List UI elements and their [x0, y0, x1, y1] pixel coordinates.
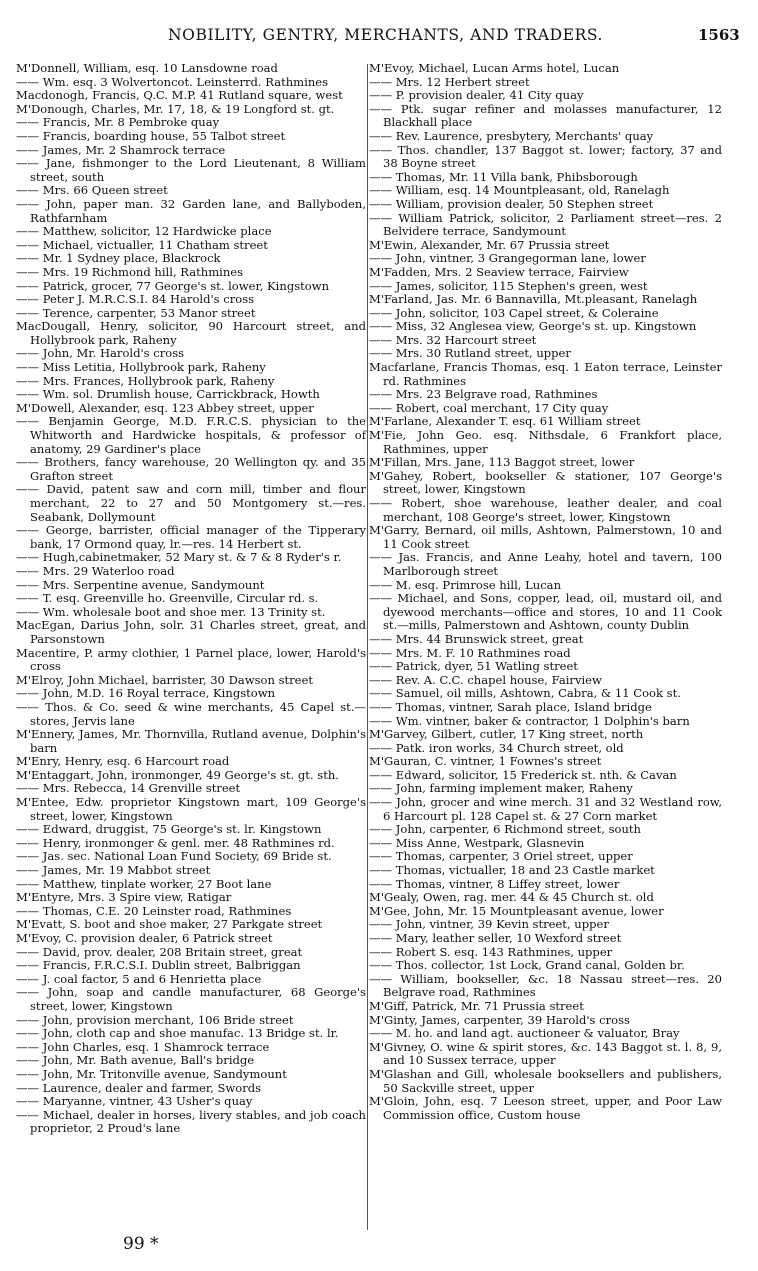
directory-entry: —— William, provision dealer, 50 Stephen street: [369, 196, 654, 211]
running-header: [0, 26, 758, 48]
directory-entry: M'Enry, Henry, esq. 6 Harcourt road: [16, 754, 230, 769]
directory-entry: —— Mrs. 44 Brunswick street, great: [369, 631, 584, 646]
directory-entry: —— Jas. Francis, and Anne Leahy, hotel and tavern, 100 Marlborough street: [369, 550, 722, 578]
directory-entry: —— Miss, 32 Anglesea view, George's st. up. Kingstown: [369, 319, 697, 334]
directory-entry: —— William, bookseller, &c. 18 Nassau street—res. 20 Belgrave road, Rathmines: [369, 971, 722, 1000]
directory-entry: Macentire, P. army clothier, 1 Parnel place, lower, Harold's cross: [16, 645, 366, 674]
directory-entry: —— Jane, fishmonger to the Lord Lieutenant, 8 William street, south: [16, 156, 366, 184]
directory-entry: —— John, grocer and wine merch. 31 and 32 Westland row, 6 Harcourt pl. 128 Capel st. & 27 Corn market: [369, 795, 722, 823]
directory-entry: —— Michael, victualler, 11 Chatham street: [16, 237, 268, 252]
directory-entry: —— Thomas, vintner, 8 Liffey street, lower: [369, 876, 620, 891]
directory-entry: —— Maryanne, vintner, 43 Usher's quay: [16, 1094, 253, 1109]
directory-entry: —— Hugh,cabinetmaker, 52 Mary st. & 7 & 8 Ryder's r.: [16, 550, 342, 565]
directory-entry: —— Wm. wholesale boot and shoe mer. 13 Trinity st.: [16, 604, 326, 619]
directory-entry: M'Fillan, Mrs. Jane, 113 Baggot street, lower: [369, 455, 635, 470]
directory-entry: —— Robert, coal merchant, 17 City quay: [369, 400, 609, 415]
directory-entry: —— John, soap and candle manufacturer, 68 George's street, lower, Kingstown: [16, 985, 366, 1013]
directory-entry: —— M. esq. Primrose hill, Lucan: [369, 577, 562, 592]
directory-entry: —— Mr. 1 Sydney place, Blackrock: [16, 251, 221, 266]
directory-entry: —— Edward, druggist, 75 George's st. lr. Kingstown: [16, 822, 322, 837]
directory-entry: —— Samuel, oil mills, Ashtown, Cabra, & 11 Cook st.: [369, 686, 681, 701]
directory-entry: M'Farland, Jas. Mr. 6 Bannavilla, Mt.pleasant, Ranelagh: [369, 292, 698, 307]
directory-entry: —— Thomas, Mr. 11 Villa bank, Phibsborough: [369, 169, 638, 184]
directory-entry: M'Farlane, Alexander T. esq. 61 William street: [369, 414, 641, 429]
directory-entry: M'Ewin, Alexander, Mr. 67 Prussia street: [369, 237, 610, 252]
directory-entry: M'Gloin, John, esq. 7 Leeson street, upper, and Poor Law Commission office, Custom house: [369, 1094, 722, 1122]
directory-entry: M'Evoy, Michael, Lucan Arms hotel, Lucan: [369, 61, 620, 75]
directory-entry: —— Mary, leather seller, 10 Wexford street: [369, 931, 622, 945]
directory-entry: —— Michael, and Sons, copper, lead, oil, mustard oil, and dyewood merchants—office and stores, 10 and 11 Cook st.—mills, Palmerstown and Ashtown, county Dublin: [369, 591, 722, 633]
directory-entry: M'Elroy, John Michael, barrister, 30 Dawson street: [16, 672, 313, 687]
directory-entry: M'Giff, Patrick, Mr. 71 Prussia street: [369, 998, 584, 1013]
directory-entry: —— T. esq. Greenville ho. Greenville, Circular rd. s.: [16, 591, 319, 606]
directory-entry: —— John, vintner, 39 Kevin street, upper: [369, 917, 609, 932]
directory-entry: —— Rev. A. C.C. chapel house, Fairview: [369, 672, 602, 687]
directory-entry: —— Matthew, solicitor, 12 Hardwicke place: [16, 224, 272, 239]
page-title: NOBILITY, GENTRY, MERCHANTS, AND TRADERS.: [168, 26, 604, 44]
directory-entry: —— Mrs. 30 Rutland street, upper: [369, 346, 571, 361]
directory-entry: —— John, M.D. 16 Royal terrace, Kingstown: [16, 686, 276, 701]
directory-entry: —— Thomas, C.E. 20 Leinster road, Rathmines: [16, 903, 292, 918]
directory-entry: —— Robert S. esq. 143 Rathmines, upper: [369, 944, 613, 959]
directory-entry: M'Garvey, Gilbert, cutler, 17 King street, north: [369, 727, 644, 742]
directory-entry: —— John, carpenter, 6 Richmond street, south: [369, 822, 641, 837]
directory-entry: —— Patrick, dyer, 51 Watling street: [369, 659, 578, 674]
directory-entry: —— Mrs. 66 Queen street: [16, 183, 168, 198]
directory-entry: M'Dowell, Alexander, esq. 123 Abbey street, upper: [16, 400, 314, 415]
directory-entry: —— Henry, ironmonger & genl. mer. 48 Rathmines rd.: [16, 835, 335, 850]
left-column: [16, 62, 366, 1136]
directory-entry: —— Mrs. M. F. 10 Rathmines road: [369, 645, 571, 660]
directory-entry: —— Thomas, carpenter, 3 Oriel street, upper: [369, 849, 633, 864]
directory-entry: —— Rev. Laurence, presbytery, Merchants' quay: [369, 128, 654, 143]
directory-entry: —— Thos. collector, 1st Lock, Grand canal, Golden br.: [369, 958, 685, 973]
directory-entry: —— Terence, carpenter, 53 Manor street: [16, 305, 256, 320]
directory-entry: —— M. ho. and land agt. auctioneer & valuator, Bray: [369, 1026, 680, 1041]
directory-entry: M'Evatt, S. boot and shoe maker, 27 Parkgate street: [16, 917, 323, 932]
directory-entry: M'Evoy, C. provision dealer, 6 Patrick street: [16, 931, 273, 945]
directory-entry: MacDougall, Henry, solicitor, 90 Harcourt street, and Hollybrook park, Raheny: [16, 319, 366, 347]
directory-entry: —— Wm. esq. 3 Wolvertoncot. Leinsterrd. Rathmines: [16, 74, 329, 89]
directory-entry: M'Gee, John, Mr. 15 Mountpleasant avenue, lower: [369, 903, 664, 918]
directory-entry: —— John, solicitor, 103 Capel street, & Coleraine: [369, 305, 659, 320]
directory-entry: —— Francis, F.R.C.S.I. Dublin street, Balbriggan: [16, 958, 301, 973]
column-divider: [367, 64, 368, 1230]
directory-entry: M'Glashan and Gill, wholesale booksellers and publishers, 50 Sackville street, upper: [369, 1066, 722, 1095]
page-number: 1563: [698, 26, 740, 44]
directory-entry: —— P. provision dealer, 41 City quay: [369, 88, 584, 103]
directory-entry: M'Garry, Bernard, oil mills, Ashtown, Palmerstown, 10 and 11 Cook street: [369, 523, 722, 551]
directory-entry: M'Ennery, James, Mr. Thornvilla, Rutland avenue, Dolphin's barn: [16, 727, 366, 755]
directory-entry: —— Benjamin George, M.D. F.R.C.S. physician to the Whitworth and Hardwicke hospitals, & professor of anatomy, 29 Gardiner's place: [16, 414, 366, 456]
right-column: [369, 62, 722, 1122]
directory-entry: —— John, cloth cap and shoe manufac. 13 Bridge st. lr.: [16, 1026, 339, 1041]
directory-entry: —— John, paper man. 32 Garden lane, and Ballyboden, Rathfarnham: [16, 196, 366, 225]
directory-entry: M'Gauran, C. vintner, 1 Fownes's street: [369, 754, 602, 769]
directory-entry: —— Michael, dealer in horses, livery stables, and job coach proprietor, 2 Proud's lane: [16, 1107, 366, 1136]
directory-entry: M'Donnell, William, esq. 10 Lansdowne road: [16, 61, 278, 75]
directory-entry: —— Thomas, victualler, 18 and 23 Castle market: [369, 863, 655, 878]
directory-entry: —— Edward, solicitor, 15 Frederick st. nth. & Cavan: [369, 767, 677, 782]
directory-entry: —— Jas. sec. National Loan Fund Society, 69 Bride st.: [16, 849, 332, 864]
signature-mark: 99 *: [123, 1234, 159, 1254]
directory-entry: —— Mrs. 23 Belgrave road, Rathmines: [369, 387, 598, 402]
directory-entry: —— Thomas, vintner, Sarah place, Island bridge: [369, 699, 652, 714]
directory-entry: —— John, farming implement maker, Raheny: [369, 781, 633, 796]
directory-entry: —— Mrs. 29 Waterloo road: [16, 563, 175, 578]
directory-entry: —— Mrs. 19 Richmond hill, Rathmines: [16, 264, 244, 279]
directory-entry: —— John Charles, esq. 1 Shamrock terrace: [16, 1039, 270, 1054]
directory-entry: —— John, Mr. Harold's cross: [16, 346, 185, 361]
directory-entry: —— Thos. chandler, 137 Baggot st. lower; factory, 37 and 38 Boyne street: [369, 142, 722, 171]
directory-entry: —— James, Mr. 19 Mabbot street: [16, 863, 211, 878]
directory-entry: —— Patk. iron works, 34 Church street, old: [369, 740, 624, 755]
directory-entry: —— James, Mr. 2 Shamrock terrace: [16, 142, 226, 157]
directory-entry: —— William Patrick, solicitor, 2 Parliament street—res. 2 Belvidere terrace, Sandymount: [369, 210, 722, 239]
directory-entry: —— Ptk. sugar refiner and molasses manufacturer, 12 Blackhall place: [369, 101, 722, 130]
directory-entry: —— Mrs. 12 Herbert street: [369, 74, 530, 89]
directory-entry: —— William, esq. 14 Mountpleasant, old, Ranelagh: [369, 183, 670, 198]
directory-entry: M'Ginty, James, carpenter, 39 Harold's cross: [369, 1012, 630, 1027]
directory-entry: —— Peter J. M.R.C.S.I. 84 Harold's cross: [16, 292, 255, 307]
directory-entry: M'Gealy, Owen, rag. mer. 44 & 45 Church st. old: [369, 890, 654, 905]
directory-entry: Macdonogh, Francis, Q.C. M.P. 41 Rutland square, west: [16, 88, 343, 103]
directory-entry: —— David, patent saw and corn mill, timber and flour merchant, 22 to 27 and 50 Montgomery st.—res. Seabank, Dollymount: [16, 482, 366, 524]
directory-entry: MacEgan, Darius John, solr. 31 Charles street, great, and Parsonstown: [16, 618, 366, 646]
directory-entry: M'Entee, Edw. proprietor Kingstown mart, 109 George's street, lower, Kingstown: [16, 795, 366, 823]
directory-entry: —— Mrs. Serpentine avenue, Sandymount: [16, 577, 265, 592]
directory-entry: M'Gahey, Robert, bookseller & stationer, 107 George's street, lower, Kingstown: [369, 468, 722, 497]
directory-entry: —— Matthew, tinplate worker, 27 Boot lane: [16, 876, 272, 891]
directory-entry: M'Givney, O. wine & spirit stores, &c. 143 Baggot st. l. 8, 9, and 10 Sussex terrace, upper: [369, 1039, 722, 1068]
directory-entry: —— Patrick, grocer, 77 George's st. lower, Kingstown: [16, 278, 330, 293]
directory-entry: —— Mrs. Frances, Hollybrook park, Raheny: [16, 373, 275, 388]
directory-entry: —— Francis, Mr. 8 Pembroke quay: [16, 115, 220, 130]
directory-entry: —— John, Mr. Bath avenue, Ball's bridge: [16, 1053, 255, 1068]
directory-entry: —— John, provision merchant, 106 Bride street: [16, 1012, 294, 1027]
directory-entry: —— Wm. vintner, baker & contractor, 1 Dolphin's barn: [369, 713, 690, 728]
directory-entry: —— Wm. sol. Drumlish house, Carrickbrack, Howth: [16, 387, 320, 402]
directory-entry: —— Francis, boarding house, 55 Talbot street: [16, 128, 286, 143]
directory-entry: —— Robert, shoe warehouse, leather dealer, and coal merchant, 108 George's street, lower, Kingstown: [369, 496, 722, 524]
directory-entry: —— George, barrister, official manager of the Tipperary bank, 17 Ormond quay, lr.—res. 14 Herbert st.: [16, 523, 366, 551]
directory-entry: —— Brothers, fancy warehouse, 20 Wellington qy. and 35 Grafton street: [16, 455, 366, 483]
directory-entry: M'Entaggart, John, ironmonger, 49 George's st. gt. sth.: [16, 767, 339, 782]
directory-entry: M'Donough, Charles, Mr. 17, 18, & 19 Longford st. gt.: [16, 101, 335, 116]
directory-entry: —— John, Mr. Tritonville avenue, Sandymount: [16, 1066, 287, 1081]
directory-entry: —— James, solicitor, 115 Stephen's green, west: [369, 278, 648, 293]
directory-entry: —— David, prov. dealer, 208 Britain street, great: [16, 944, 303, 959]
directory-entry: —— Mrs. 32 Harcourt street: [369, 332, 537, 347]
directory-entry: —— J. coal factor, 5 and 6 Henrietta place: [16, 971, 262, 986]
directory-entry: —— Mrs. Rebecca, 14 Grenville street: [16, 781, 241, 796]
directory-entry: M'Fadden, Mrs. 2 Seaview terrace, Fairview: [369, 264, 629, 279]
directory-entry: —— Laurence, dealer and farmer, Swords: [16, 1080, 262, 1095]
directory-entry: —— Miss Anne, Westpark, Glasnevin: [369, 835, 585, 850]
directory-entry: M'Entyre, Mrs. 3 Spire view, Ratigar: [16, 890, 232, 905]
directory-entry: M'Fie, John Geo. esq. Nithsdale, 6 Frankfort place, Rathmines, upper: [369, 428, 722, 456]
directory-entry: —— Miss Letitia, Hollybrook park, Raheny: [16, 360, 266, 375]
directory-entry: —— John, vintner, 3 Grangegorman lane, lower: [369, 251, 646, 266]
directory-entry: Macfarlane, Francis Thomas, esq. 1 Eaton terrace, Leinster rd. Rathmines: [369, 360, 722, 388]
directory-entry: —— Thos. & Co. seed & wine merchants, 45 Capel st.—stores, Jervis lane: [16, 699, 366, 728]
